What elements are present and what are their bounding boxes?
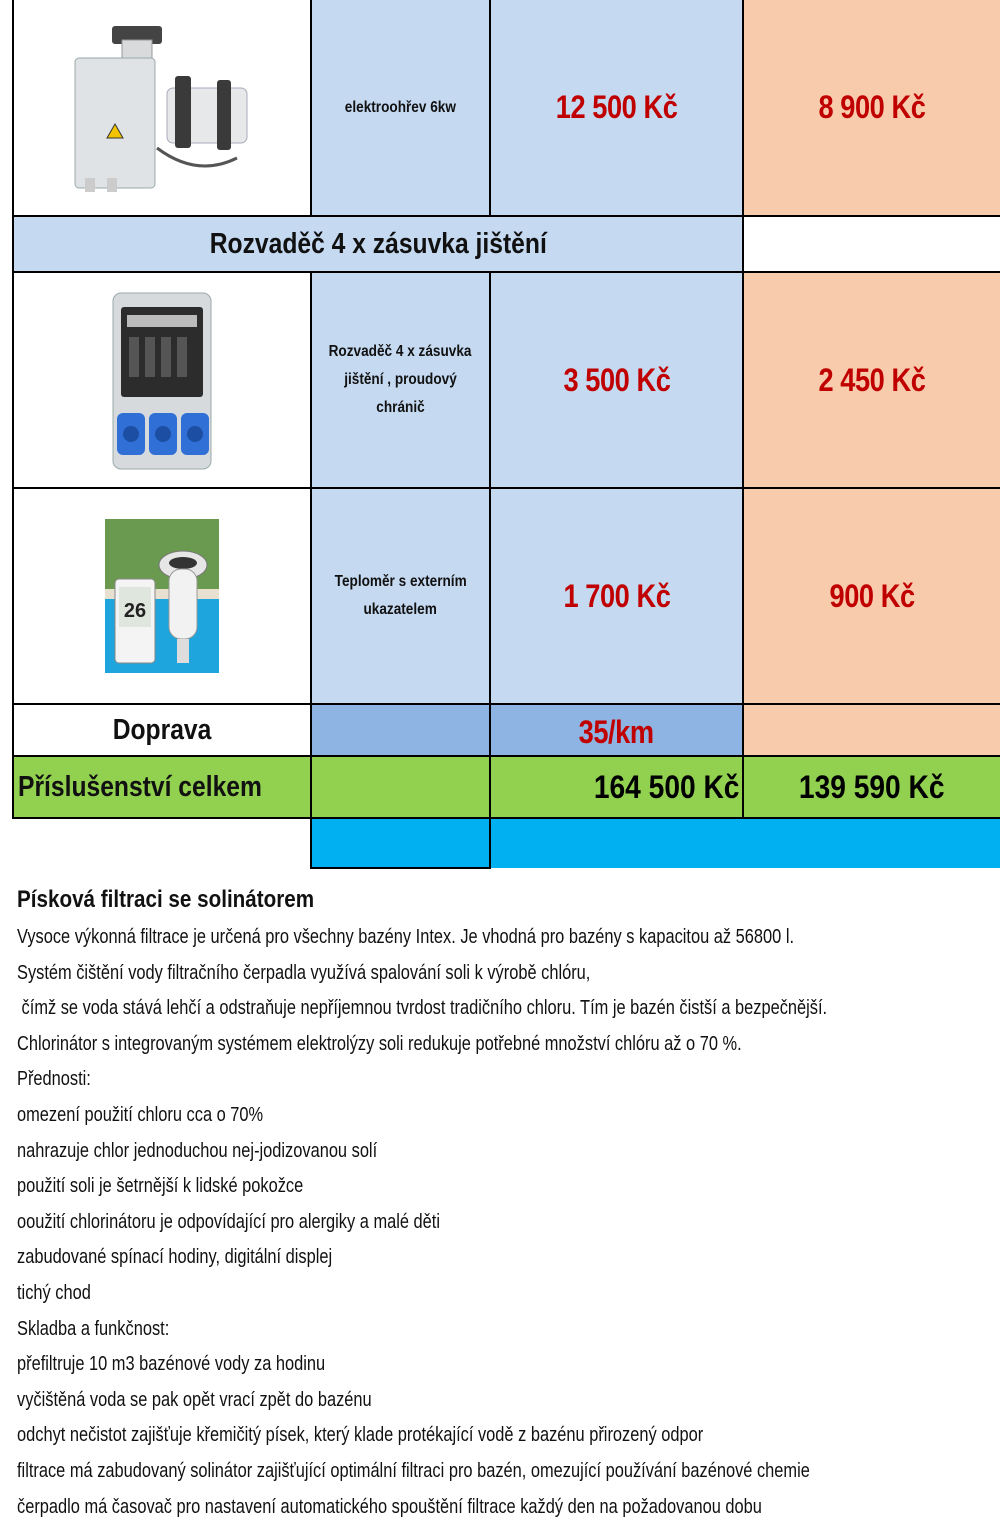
distribution-box-icon — [107, 285, 217, 475]
electric-heater-icon — [67, 18, 257, 198]
article-line: omezení použití chloru cca o 70% — [17, 1098, 804, 1134]
article-line: ooužití chlorinátoru je odpovídající pro alergiky a malé děti — [17, 1205, 804, 1241]
totals-label-cell — [18, 757, 310, 817]
row1-price: 12 500 Kč — [556, 89, 678, 126]
row1-image-cell — [14, 0, 310, 215]
row1-sale-price-cell — [744, 0, 1000, 215]
row2-description-line2: jištění , proudový chránič — [325, 366, 475, 422]
row3-description-line2: ukazatelem — [364, 596, 437, 624]
row2-image-cell — [14, 273, 310, 487]
article-line: nahrazuje chlor jednoduchou nej-jodizovanou solí — [17, 1134, 804, 1170]
transport-price: 35/km — [579, 714, 654, 751]
row2-sale-price-cell — [744, 273, 1000, 487]
section-header-cell — [14, 217, 742, 271]
row3-sale-price-cell — [744, 489, 1000, 703]
article-line: Systém čištění vody filtračního čerpadla využívá spalování soli k výrobě chlóru, — [17, 956, 804, 992]
row3-price-cell — [491, 489, 742, 703]
article-line: tichý chod — [17, 1276, 804, 1312]
row1-description: elektroohřev 6kw — [345, 94, 456, 122]
row3-price: 1 700 Kč — [563, 578, 670, 615]
article-line: filtrace má zabudovaný solinátor zajišťující optimální filtraci pro bazén, omezující používání bazénové chemie — [17, 1454, 804, 1490]
pool-thermometer-icon — [105, 519, 219, 673]
transport-label-cell — [14, 705, 310, 755]
article-line: Vysoce výkonná filtrace je určená pro všechny bazény Intex. Je vhodná pro bazény s kapacitou až 56800 l. — [17, 920, 804, 956]
row1-price-cell — [491, 0, 742, 215]
row3-sale-price: 900 Kč — [829, 578, 914, 615]
totals-price-cell — [491, 757, 739, 817]
totals-sale-price-cell — [744, 757, 1000, 817]
row3-description-cell — [312, 489, 489, 703]
section-header: Rozvaděč 4 x zásuvka jištění — [209, 228, 546, 261]
row3-image-cell — [14, 489, 310, 703]
cyan-strip — [311, 818, 1000, 868]
article-line: použití soli je šetrnější k lidské pokožce — [17, 1169, 804, 1205]
article-line: čímž se voda stává lehčí a odstraňuje nepříjemnou tvrdost tradičního chloru. Tím je bazén čistší a bezpečnější. — [17, 991, 804, 1027]
row2-description-cell — [312, 273, 489, 487]
row1-sale-price: 8 900 Kč — [819, 89, 926, 126]
transport-label: Doprava — [113, 714, 212, 747]
article-line: zabudované spínací hodiny, digitální displej — [17, 1240, 804, 1276]
row2-description-line1: Rozvaděč 4 x zásuvka — [329, 338, 472, 366]
article-line: čerpadlo má časovač pro nastavení automatického spouštění filtrace každý den na požadovanou dobu — [17, 1490, 804, 1525]
row2-price-cell — [491, 273, 742, 487]
totals-price: 164 500 Kč — [593, 769, 739, 806]
transport-peach-bg — [743, 704, 1000, 756]
row3-description-line1: Teploměr s externím — [334, 568, 466, 596]
totals-label: Příslušenství celkem — [18, 771, 262, 804]
row2-price: 3 500 Kč — [563, 362, 670, 399]
article — [17, 880, 977, 1525]
article-line: přefiltruje 10 m3 bazénové vody za hodinu — [17, 1347, 804, 1383]
article-line: Skladba a funkčnost: — [17, 1312, 804, 1348]
article-line: vyčištěná voda se pak opět vrací zpět do bazénu — [17, 1383, 804, 1419]
article-line: Přednosti: — [17, 1062, 804, 1098]
article-line: odchyt nečistot zajišťuje křemičitý písek, který klade protékající vodě z bazénu přirozený odpor — [17, 1418, 804, 1454]
row1-description-cell — [312, 0, 489, 215]
transport-price-cell — [491, 705, 742, 759]
article-line: Chlorinátor s integrovaným systémem elektrolýzy soli redukuje potřebné množství chlóru až o 70 %. — [17, 1027, 804, 1063]
thermometer-display: 26 — [124, 600, 146, 622]
article-title: Písková filtraci se solinátorem — [17, 880, 843, 920]
totals-sale-price: 139 590 Kč — [799, 769, 945, 806]
row2-sale-price: 2 450 Kč — [819, 362, 926, 399]
